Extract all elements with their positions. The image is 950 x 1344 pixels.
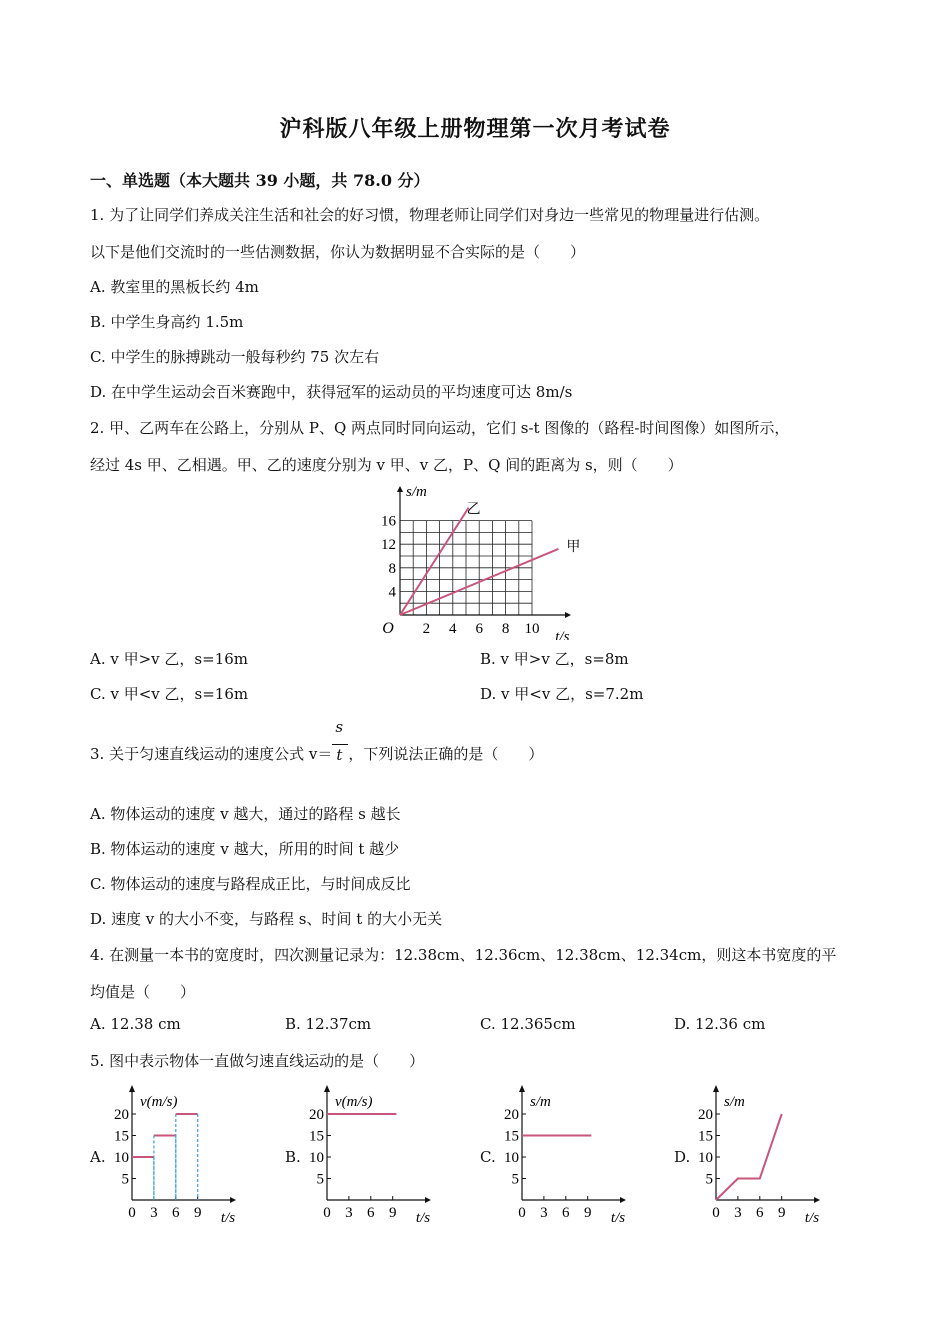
y-tick-label: 10 bbox=[698, 1150, 713, 1166]
q3-option-b: B. 物体运动的速度 v 越大，所用的时间 t 越少 bbox=[90, 840, 400, 858]
q3-formula-numerator: s bbox=[335, 718, 344, 736]
y-tick-label: 15 bbox=[504, 1128, 519, 1145]
q5-label-c: C. bbox=[480, 1148, 496, 1166]
q4-option-a: A. 12.38 cm bbox=[90, 1015, 181, 1033]
x-axis-arrow bbox=[565, 612, 571, 618]
q1-option-c: C. 中学生的脉搏跳动一般每秒约 75 次左右 bbox=[90, 348, 380, 366]
x-tick-label: 3 bbox=[345, 1205, 353, 1221]
x-tick-label: 0 bbox=[323, 1205, 331, 1221]
y-axis-label: s/m bbox=[724, 1094, 745, 1110]
x-tick-label: 8 bbox=[501, 621, 510, 637]
y-tick-label: 5 bbox=[316, 1171, 324, 1188]
q2-option-a: A. v 甲>v 乙，s=16m bbox=[90, 650, 248, 668]
y-tick-label: 5 bbox=[705, 1171, 713, 1188]
q5-graph-b bbox=[305, 1080, 445, 1230]
q4-option-c: C. 12.365cm bbox=[480, 1015, 576, 1033]
x-axis-label: t/s bbox=[220, 1210, 236, 1226]
y-axis-label: v(m/s) bbox=[335, 1094, 373, 1110]
page-title: 沪科版八年级上册物理第一次月考试卷 bbox=[279, 116, 671, 142]
y-tick-label: 15 bbox=[309, 1128, 324, 1145]
q3-stem bbox=[90, 718, 544, 764]
x-tick-label: 0 bbox=[518, 1205, 526, 1221]
y-tick-label: 8 bbox=[388, 560, 396, 577]
q5-graph-c bbox=[500, 1080, 640, 1230]
section-heading: 一、单选题（本大题共 39 小题，共 78.0 分） bbox=[90, 171, 430, 190]
q5-label-d: D. bbox=[674, 1148, 691, 1166]
q3-option-d: D. 速度 v 的大小不变，与路程 s、时间 t 的大小无关 bbox=[90, 910, 443, 928]
x-tick-label: 4 bbox=[449, 621, 457, 637]
y-tick-label: 15 bbox=[698, 1128, 713, 1145]
q2-stem-line1: 2. 甲、乙两车在公路上，分别从 P、Q 两点同时同向运动，它们 s-t 图像的（路程-时间图像）如图所示， bbox=[90, 419, 790, 437]
q4-stem-line2: 均值是（ ） bbox=[90, 983, 196, 1001]
x-tick-label: 6 bbox=[475, 621, 483, 637]
y-axis-arrow bbox=[519, 1085, 525, 1092]
y-tick-label: 20 bbox=[309, 1107, 324, 1123]
q2-stem-line2: 经过 4s 甲、乙相遇。甲、乙的速度分别为 v 甲、v 乙，P、Q 间的距离为 s，则（ ） bbox=[90, 456, 683, 474]
x-axis-label: t/s bbox=[415, 1210, 431, 1226]
x-tick-label: 3 bbox=[540, 1205, 548, 1221]
x-tick-label: 9 bbox=[388, 1205, 397, 1221]
x-tick-label: 6 bbox=[562, 1205, 570, 1221]
x-axis-arrow bbox=[620, 1197, 626, 1203]
q3-stem-post: ，下列说法正确的是（ ） bbox=[348, 745, 544, 763]
series-line-yi bbox=[400, 508, 469, 615]
y-tick-label: 12 bbox=[381, 537, 396, 554]
q5-graph-a bbox=[110, 1080, 250, 1230]
q3-formula bbox=[332, 718, 348, 764]
x-tick-label: 2 bbox=[422, 621, 431, 637]
q3-stem-pre: 3. 关于匀速直线运动的速度公式 v＝ bbox=[90, 745, 333, 763]
q2-option-d: D. v 甲<v 乙，s=7.2m bbox=[480, 685, 644, 703]
x-axis-arrow bbox=[230, 1197, 236, 1203]
q3-formula-bar bbox=[332, 744, 348, 745]
q1-stem-line1: 1. 为了让同学们养成关注生活和社会的好习惯，物理老师让同学们对身边一些常见的物理量进行估测。 bbox=[90, 206, 770, 224]
q2-option-b: B. v 甲>v 乙，s=8m bbox=[480, 650, 629, 668]
q1-option-b: B. 中学生身高约 1.5m bbox=[90, 313, 244, 331]
y-tick-label: 20 bbox=[504, 1107, 519, 1123]
x-tick-label: 6 bbox=[756, 1205, 764, 1221]
y-tick-label: 10 bbox=[309, 1150, 324, 1166]
q5-graph-d bbox=[694, 1080, 834, 1230]
x-axis-label: t/s bbox=[804, 1210, 820, 1226]
y-tick-label: 20 bbox=[698, 1107, 713, 1123]
q2-option-c: C. v 甲<v 乙，s=16m bbox=[90, 685, 249, 703]
x-axis-label: t/s bbox=[555, 629, 570, 640]
y-axis-label: s/m bbox=[406, 484, 427, 500]
y-tick-label: 4 bbox=[388, 584, 396, 601]
q1-stem-line2: 以下是他们交流时的一些估测数据，你认为数据明显不合实际的是（ ） bbox=[90, 243, 586, 261]
q1-option-a: A. 教室里的黑板长约 4m bbox=[90, 278, 259, 296]
series-label: 乙 bbox=[466, 502, 481, 518]
q4-stem-line1: 4. 在测量一本书的宽度时，四次测量记录为：12.38cm、12.36cm、12.38cm、12.34cm，则这本书宽度的平 bbox=[90, 946, 837, 964]
q5-label-a: A. bbox=[90, 1148, 106, 1166]
x-tick-label: 6 bbox=[367, 1205, 375, 1221]
x-tick-label: 6 bbox=[172, 1205, 180, 1221]
y-axis-arrow bbox=[713, 1085, 719, 1092]
x-axis-arrow bbox=[425, 1197, 431, 1203]
y-tick-label: 15 bbox=[114, 1128, 129, 1145]
y-tick-label: 10 bbox=[504, 1150, 519, 1166]
y-tick-label: 5 bbox=[121, 1171, 129, 1188]
y-axis-arrow bbox=[397, 486, 403, 492]
x-axis-arrow bbox=[814, 1197, 820, 1203]
x-tick-label: 0 bbox=[128, 1205, 136, 1221]
q3-option-c: C. 物体运动的速度与路程成正比，与时间成反比 bbox=[90, 875, 411, 893]
x-tick-label: 10 bbox=[524, 621, 540, 637]
distance-line bbox=[716, 1114, 782, 1200]
y-axis-arrow bbox=[129, 1085, 135, 1092]
x-tick-label: 9 bbox=[583, 1205, 592, 1221]
q1-option-d: D. 在中学生运动会百米赛跑中，获得冠军的运动员的平均速度可达 8m/s bbox=[90, 383, 573, 401]
y-axis-arrow bbox=[324, 1085, 330, 1092]
y-tick-label: 10 bbox=[114, 1150, 129, 1166]
q3-option-a: A. 物体运动的速度 v 越大，通过的路程 s 越长 bbox=[90, 805, 401, 823]
x-tick-label: 0 bbox=[712, 1205, 720, 1221]
y-axis-label: v(m/s) bbox=[140, 1094, 178, 1110]
q4-option-b: B. 12.37cm bbox=[285, 1015, 372, 1033]
origin-label: O bbox=[382, 620, 394, 637]
y-tick-label: 20 bbox=[114, 1107, 129, 1123]
q2-st-graph bbox=[370, 480, 580, 640]
q5-label-b: B. bbox=[285, 1148, 301, 1166]
x-tick-label: 9 bbox=[777, 1205, 786, 1221]
x-tick-label: 9 bbox=[193, 1205, 202, 1221]
q3-formula-denominator: t bbox=[336, 746, 343, 764]
y-tick-label: 16 bbox=[381, 513, 396, 530]
x-tick-label: 3 bbox=[734, 1205, 742, 1221]
q5-stem: 5. 图中表示物体一直做匀速直线运动的是（ ） bbox=[90, 1052, 425, 1070]
y-axis-label: s/m bbox=[530, 1094, 551, 1110]
series-label: 甲 bbox=[566, 539, 580, 555]
x-tick-label: 3 bbox=[150, 1205, 158, 1221]
x-axis-label: t/s bbox=[610, 1210, 626, 1226]
y-tick-label: 5 bbox=[511, 1171, 519, 1188]
q4-option-d: D. 12.36 cm bbox=[674, 1015, 766, 1033]
